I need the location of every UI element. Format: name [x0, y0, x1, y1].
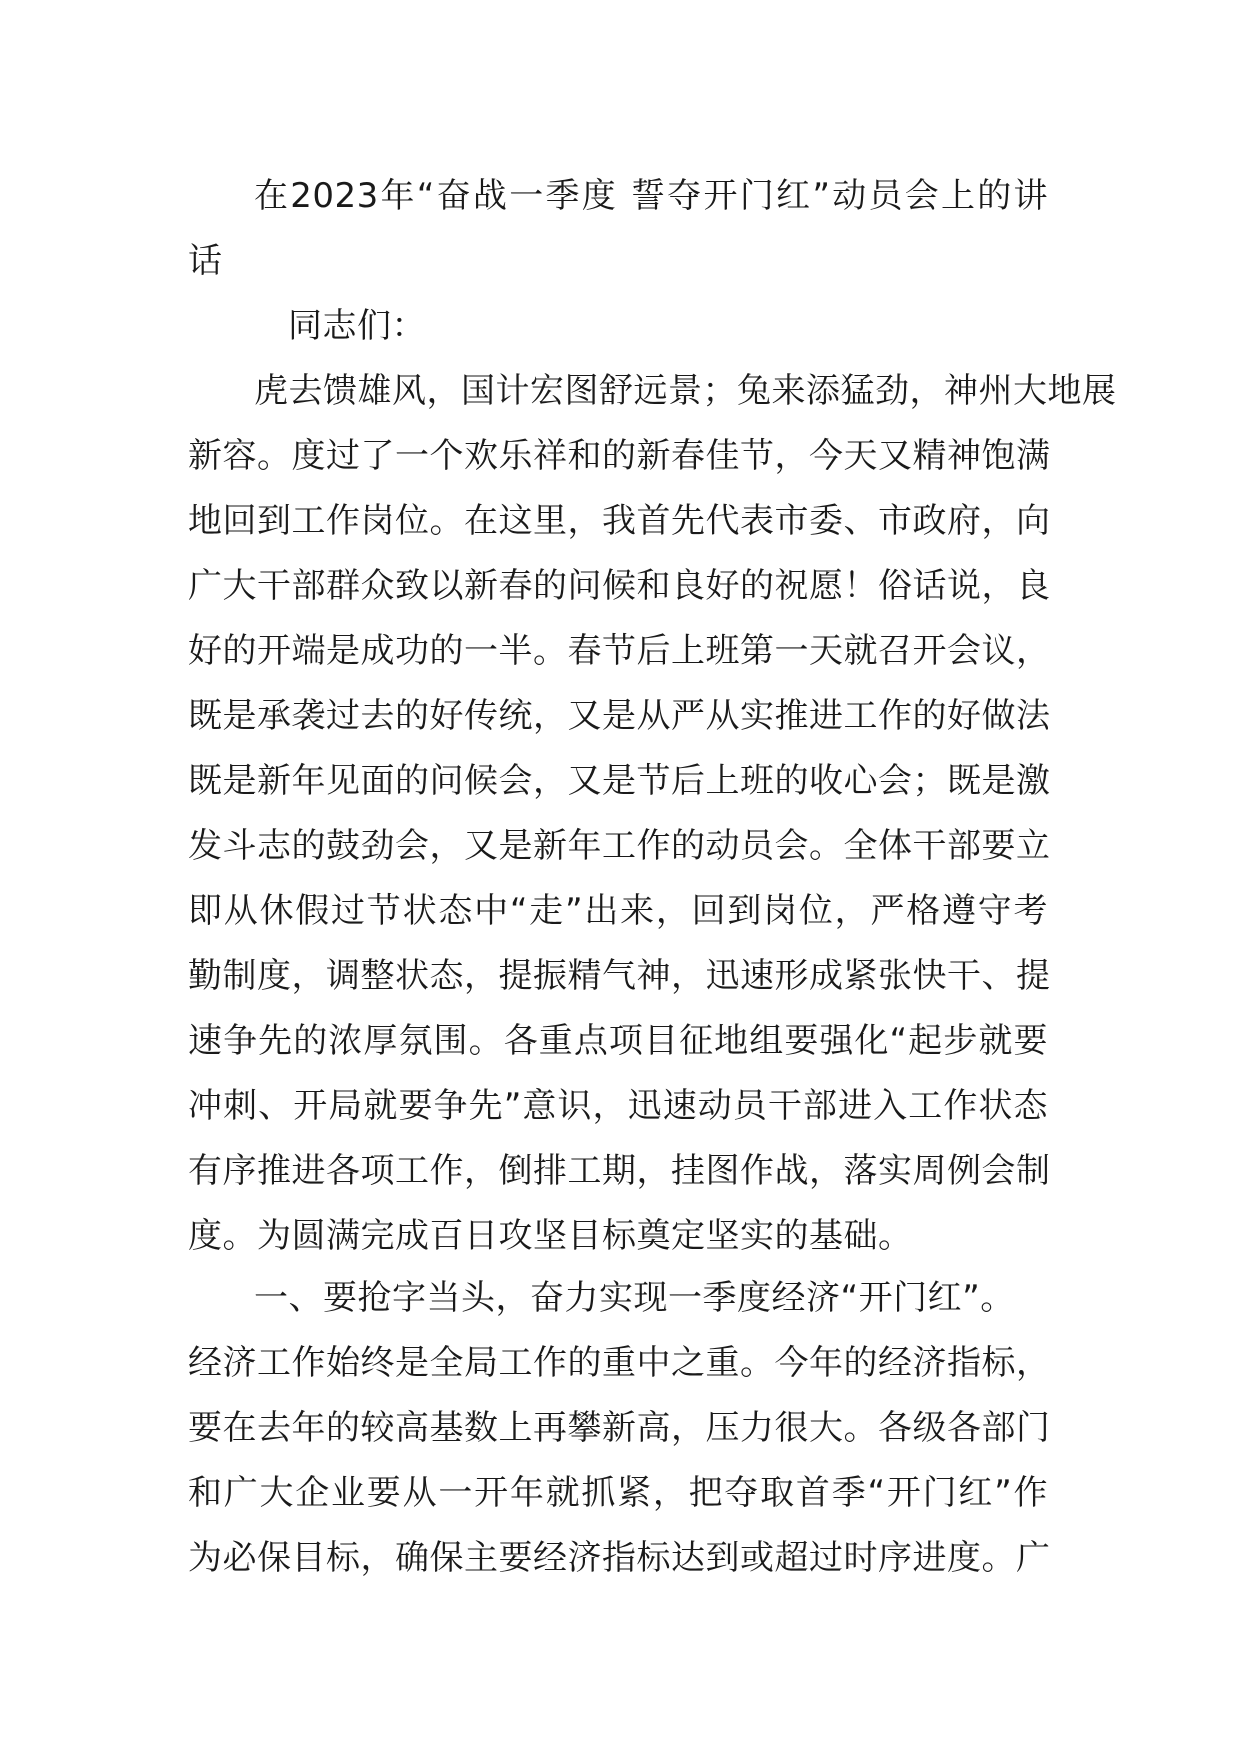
paragraph-line: 广大干部群众致以新春的问候和良好的祝愿！俗话说，良	[188, 566, 1051, 606]
paragraph-line: 度。为圆满完成百日攻坚目标奠定坚实的基础。	[188, 1216, 913, 1256]
document-title	[188, 164, 1048, 294]
paragraph-line: 地回到工作岗位。在这里，我首先代表市委、市政府，向	[188, 501, 1051, 541]
paragraph-line: 冲刺、开局就要争先”意识，迅速动员干部进入工作状态	[188, 1086, 1048, 1126]
paragraph-line: 即从休假过节状态中“走”出来，回到岗位，严格遵守考	[188, 891, 1048, 931]
paragraph-line: 新容。度过了一个欢乐祥和的新春佳节，今天又精神饱满	[188, 436, 1051, 476]
section-heading-line: 一、要抢字当头，奋力实现一季度经济“开门红”。	[254, 1278, 1015, 1318]
paragraph-line: 发斗志的鼓劲会，又是新年工作的动员会。全体干部要立	[188, 826, 1051, 866]
paragraph-line: 和广大企业要从一开年就抓紧，把夺取首季“开门红”作	[188, 1473, 1048, 1513]
greeting	[188, 294, 1048, 359]
paragraph-line: 好的开端是成功的一半。春节后上班第一天就召开会议，	[188, 631, 1051, 671]
paragraph-line: 经济工作始终是全局工作的重中之重。今年的经济指标，	[188, 1343, 1051, 1383]
title-line: 在2023年“奋战一季度 誓夺开门红”动员会上的讲	[254, 176, 1048, 216]
paragraph-section-one	[188, 1266, 1051, 1591]
paragraph-line: 既是新年见面的问候会，又是节后上班的收心会；既是激	[188, 761, 1051, 801]
paragraph-line: 为必保目标，确保主要经济指标达到或超过时序进度。广	[188, 1538, 1051, 1578]
title-line: 话	[188, 241, 223, 281]
paragraph-line: 虎去馈雄风，国计宏图舒远景；兔来添猛劲，神州大地展	[254, 371, 1117, 411]
greeting-text: 同志们：	[288, 306, 426, 346]
paragraph-line: 有序推进各项工作，倒排工期，挂图作战，落实周例会制	[188, 1151, 1051, 1191]
paragraph-line: 既是承袭过去的好传统，又是从严从实推进工作的好做法	[188, 696, 1051, 736]
paragraph-line: 要在去年的较高基数上再攀新高，压力很大。各级各部门	[188, 1408, 1051, 1448]
paragraph-line: 勤制度，调整状态，提振精气神，迅速形成紧张快干、提	[188, 956, 1051, 996]
paragraph-line: 速争先的浓厚氛围。各重点项目征地组要强化“起步就要	[188, 1021, 1048, 1061]
paragraph-intro	[188, 359, 1117, 1269]
